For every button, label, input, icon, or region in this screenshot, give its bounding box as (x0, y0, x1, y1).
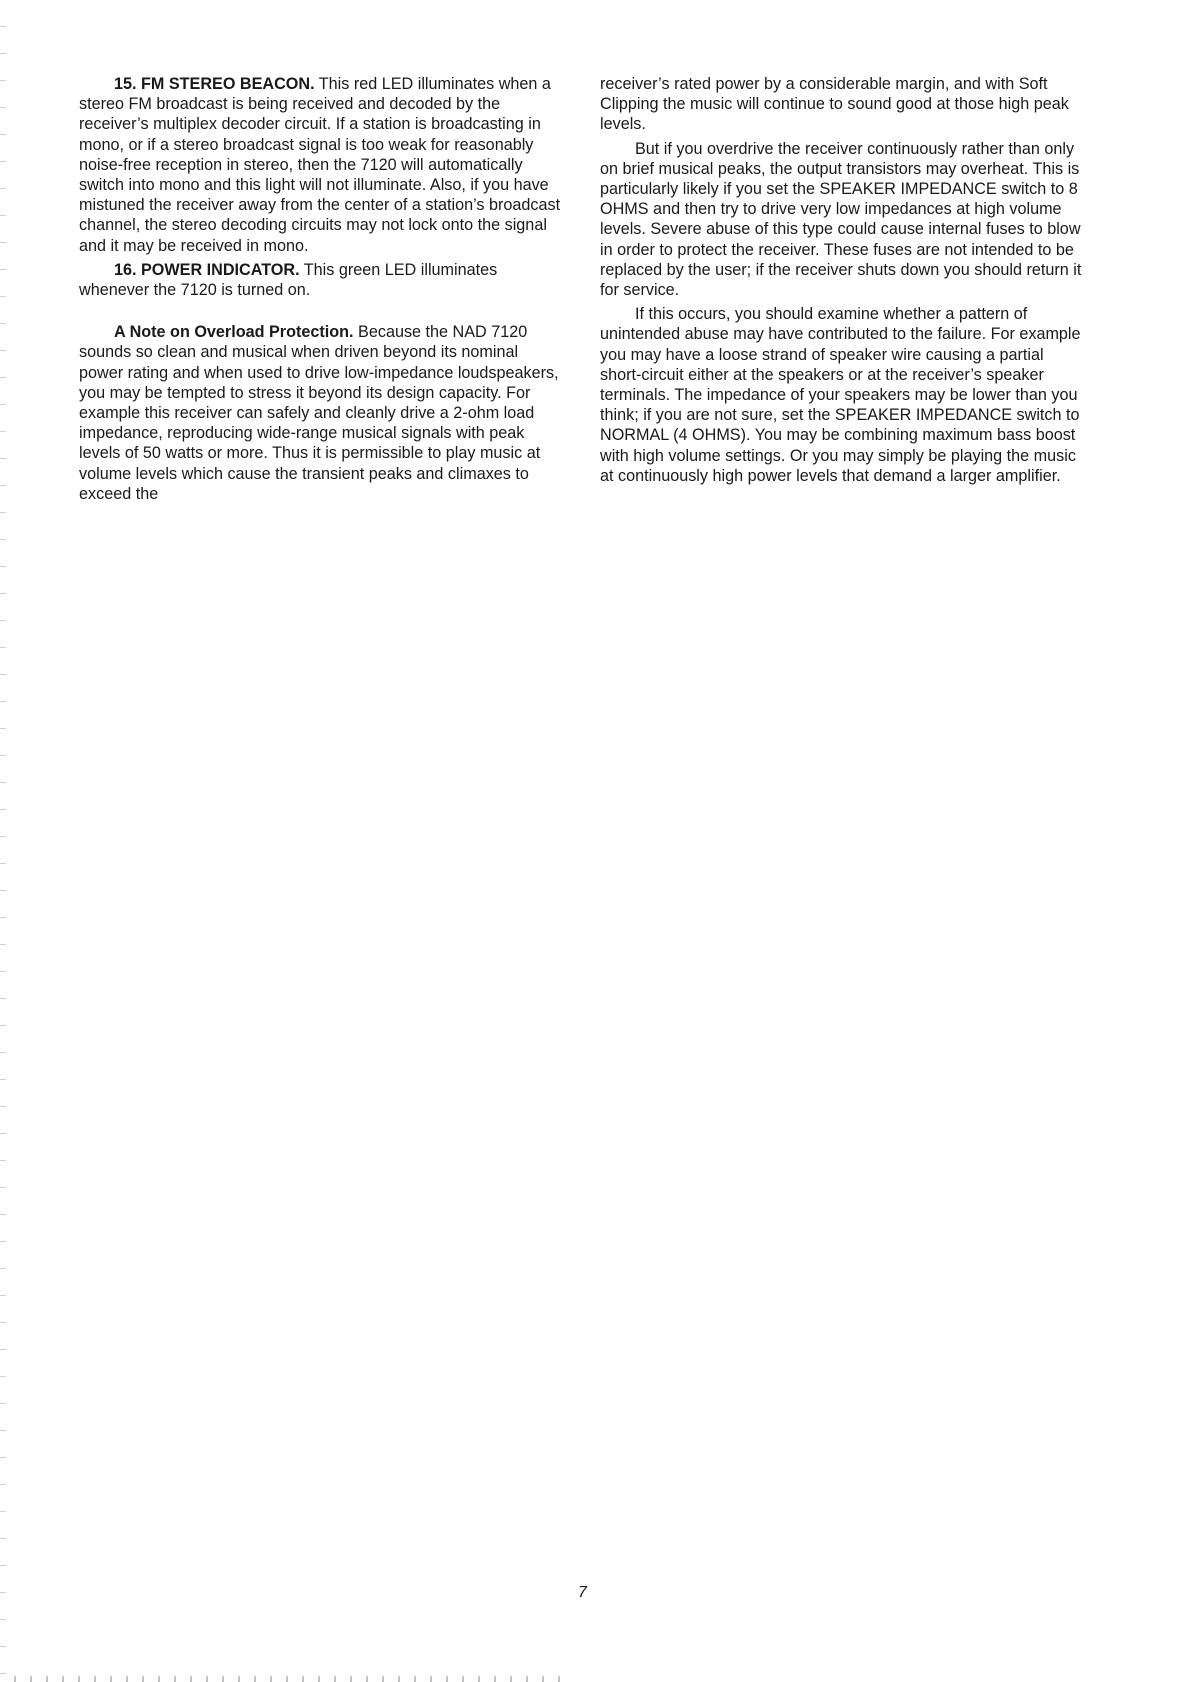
overload-note-text: Because the NAD 7120 sounds so clean and musical when driven beyond its nominal power rating and when used to drive low-impedance loudspeakers, you may be tempted to stress it beyond its design capacity. For example this receiver can safely and cleanly drive a 2-ohm load impedance, reproducing wide-range musical signals with peak levels of 50 watts or more. Thus it is permissible to play music at volume levels which cause the transient peaks and climaxes to exceed the (79, 323, 559, 503)
right-paragraph-1: receiver’s rated power by a considerable margin, and with Soft Clipping the music will continue to sound good at those high peak levels. (600, 75, 1069, 134)
right-column (600, 74, 1086, 490)
overload-note-paragraph (79, 322, 565, 504)
scan-bottom-edge (0, 1676, 560, 1682)
item-15-text: This red LED illuminates when a stereo FM broadcast is being received and decoded by the receiver’s multiplex decoder circuit. If a station is broadcasting in mono, or if a stereo broadcast signal is too weak for reasonably noise-free reception in stereo, then the 7120 will automatically switch into mono and this light will not illuminate. Also, if you have mistuned the receiver away from the center of a station’s broadcast channel, the stereo decoding circuits may not lock onto the signal and it may be received in mono. (79, 75, 561, 255)
right-paragraph-3: If this occurs, you should examine whether a pattern of unintended abuse may have contributed to the failure. For example you may have a loose strand of speaker wire causing a partial short-circuit either at the speakers or at the receiver’s speaker terminals. The impedance of your speakers may be lower than you think; if you are not sure, set the SPEAKER IMPEDANCE switch to NORMAL (4 OHMS). You may be combining maximum bass boost with high volume settings. Or you may simply be playing the music at continuously high power levels that demand a larger amplifier. (600, 305, 1081, 485)
item-16-heading: 16. POWER INDICATOR. (114, 260, 300, 279)
item-15-heading: 15. FM STEREO BEACON. (114, 75, 315, 93)
right-paragraph-2: But if you overdrive the receiver continuously rather than only on brief musical peaks, the output transistors may overheat. This is particularly likely if you set the SPEAKER IMPEDANCE switch to 8 OHMS and then try to drive very low impedances at high volume levels. Severe abuse of this type could cause internal fuses to blow in order to protect the receiver. These fuses are not intended to be replaced by the user; if the receiver shuts down you should return it for service. (600, 139, 1082, 300)
item-16-paragraph (79, 260, 565, 300)
page-number: 7 (578, 1584, 587, 1601)
scan-left-edge (0, 0, 6, 1682)
item-16-text: This green LED illuminates whenever the 7120 is turned on. (79, 260, 498, 300)
overload-note-heading: A Note on Overload Protection. (114, 323, 354, 342)
item-15-paragraph (79, 74, 565, 256)
left-column (79, 74, 565, 508)
